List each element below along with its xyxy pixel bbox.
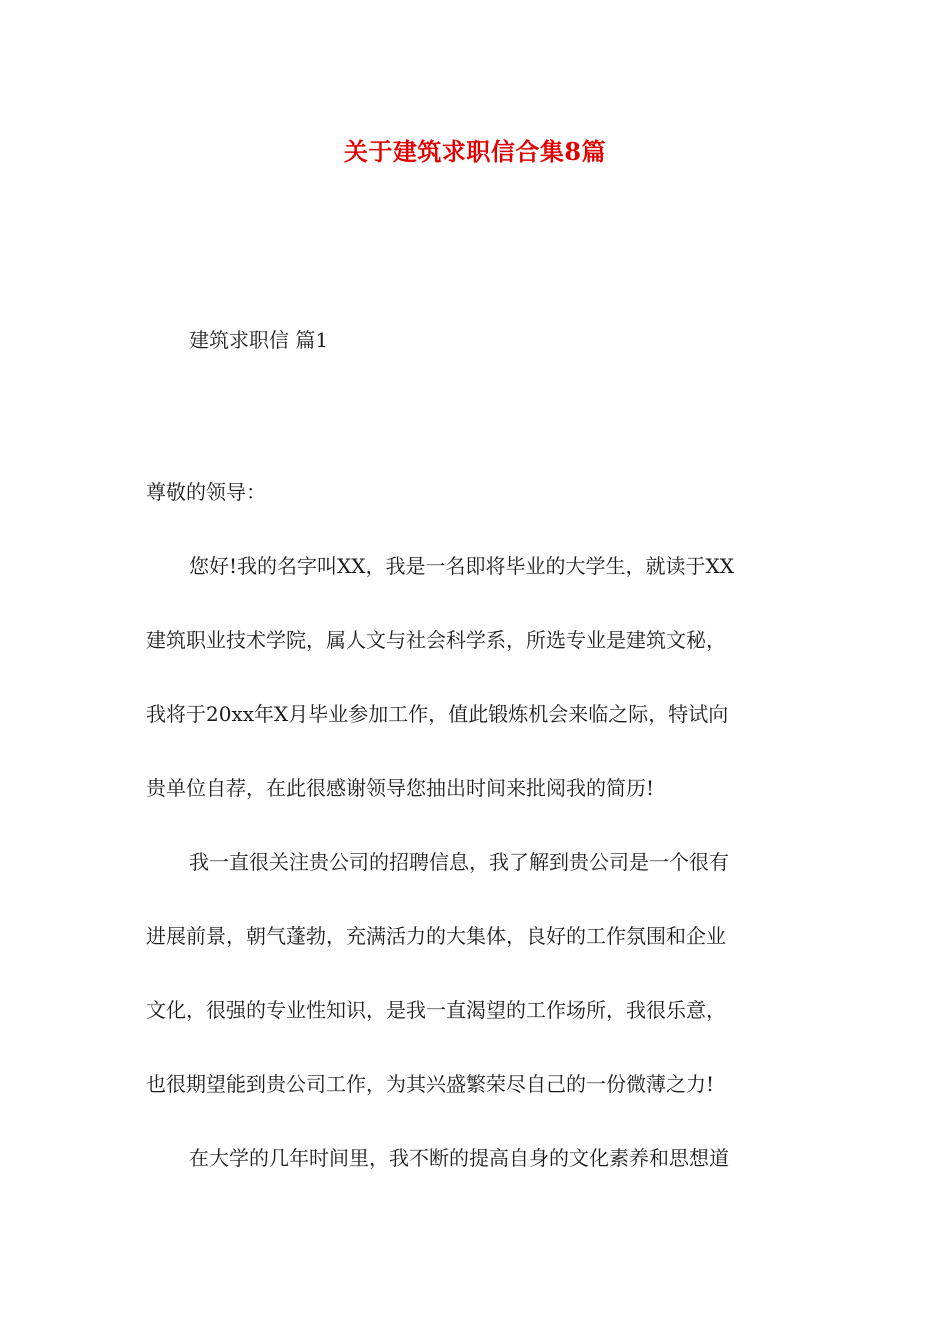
paragraph-line: 建筑职业技术学院，属人文与社会科学系，所选专业是建筑文秘，	[146, 628, 726, 652]
paragraph-line: 文化，很强的专业性知识，是我一直渴望的工作场所，我很乐意，	[146, 998, 726, 1022]
section-heading: 建筑求职信 篇1	[189, 328, 329, 352]
paragraph-line: 也很期望能到贵公司工作，为其兴盛繁荣尽自己的一份微薄之力!	[146, 1072, 715, 1096]
paragraph-line: 您好!我的名字叫XX，我是一名即将毕业的大学生，就读于XX	[189, 554, 734, 578]
salutation: 尊敬的领导：	[146, 480, 266, 504]
document-title: 关于建筑求职信合集8篇	[343, 137, 607, 166]
paragraph-line: 我一直很关注贵公司的招聘信息，我了解到贵公司是一个很有	[189, 850, 729, 874]
paragraph-line: 在大学的几年时间里，我不断的提高自身的文化素养和思想道	[189, 1146, 729, 1170]
paragraph-line: 贵单位自荐，在此很感谢领导您抽出时间来批阅我的简历!	[146, 776, 655, 800]
paragraph-line: 进展前景，朝气蓬勃，充满活力的大集体，良好的工作氛围和企业	[146, 924, 726, 948]
paragraph-line: 我将于20xx年X月毕业参加工作，值此锻炼机会来临之际，特试向	[146, 702, 729, 726]
